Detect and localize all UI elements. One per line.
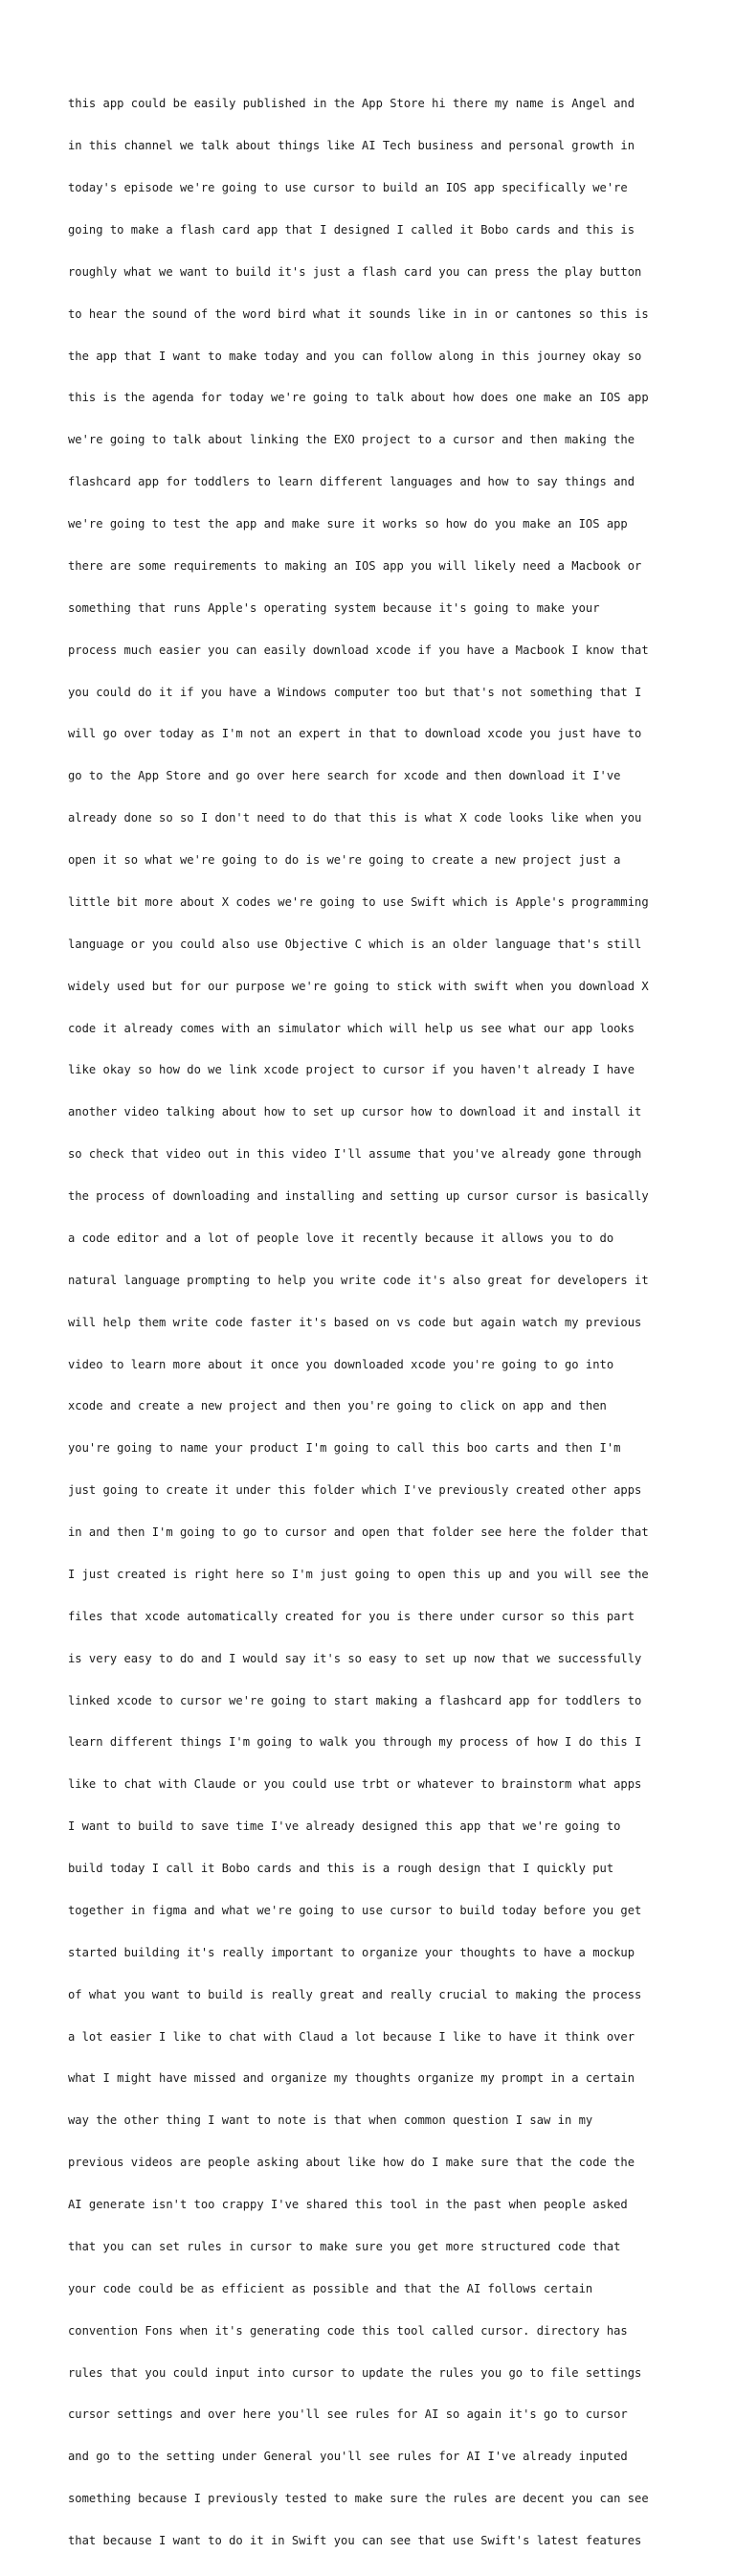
transcript-line: your code could be as efficient as possible and that the AI follows certain	[68, 2281, 593, 2295]
transcript-line: I want to build to save time I've already designed this app that we're going to	[68, 1819, 621, 1834]
transcript-line: you're going to name your product I'm going to call this boo carts and then I'm	[68, 1441, 621, 1456]
transcript-line: so check that video out in this video I'll assume that you've already gone through	[68, 1147, 642, 1162]
transcript-line: a code editor and a lot of people love it recently because it allows you to do	[68, 1231, 614, 1245]
transcript-line: widely used but for our purpose we're going to stick with swift when you download X	[68, 979, 649, 993]
transcript-line: AI generate isn't too crappy I've shared this tool in the past when people asked	[68, 2198, 628, 2211]
transcript-line: will help them write code faster it's based on vs code but again watch my previous	[68, 1315, 642, 1329]
transcript-line: to hear the sound of the word bird what it sounds like in in or cantones so this is	[68, 306, 649, 321]
transcript-line: cursor settings and over here you'll see rules for AI so again it's go to cursor	[68, 2407, 628, 2422]
transcript-line: convention Fons when it's generating code this tool called cursor. directory has	[68, 2323, 628, 2338]
transcript-line: little bit more about X codes we're going to use Swift which is Apple's programming	[68, 894, 649, 909]
transcript-line: like to chat with Claude or you could use trbt or whatever to brainstorm what apps	[68, 1777, 642, 1792]
transcript-line: that because I want to do it in Swift you can see that use Swift's latest features	[68, 2534, 642, 2547]
transcript-line: you could do it if you have a Windows computer too but that's not something that I	[68, 685, 642, 699]
transcript-line: something that runs Apple's operating system because it's going to make your	[68, 600, 600, 615]
transcript-line: flashcard app for toddlers to learn different languages and how to say things and	[68, 475, 635, 489]
transcript-line: rules that you could input into cursor to update the rules you go to file settings	[68, 2365, 642, 2380]
transcript-line: natural language prompting to help you write code it's also great for developers it	[68, 1273, 649, 1287]
transcript-line: the app that I want to make today and you can follow along in this journey okay so	[68, 349, 642, 363]
transcript-line: roughly what we want to build it's just a flash card you can press the play button	[68, 264, 642, 279]
transcript-line: we're going to test the app and make sure it works so how do you make an IOS app	[68, 517, 628, 531]
transcript-line: I just created is right here so I'm just going to open this up and you will see the	[68, 1567, 649, 1581]
transcript-line: what I might have missed and organize my thoughts organize my prompt in a certain	[68, 2071, 635, 2086]
transcript-line: this app could be easily published in the App Store hi there my name is Angel and	[68, 97, 635, 111]
transcript-line: together in figma and what we're going to use cursor to build today before you get	[68, 1903, 642, 1917]
transcript-line: process much easier you can easily download xcode if you have a Macbook I know that	[68, 643, 649, 657]
transcript-line: just going to create it under this folder which I've previously created other apps	[68, 1483, 642, 1498]
transcript-line: code it already comes with an simulator which will help us see what our app looks	[68, 1021, 635, 1035]
transcript-line: like okay so how do we link xcode project to cursor if you haven't already I have	[68, 1063, 635, 1077]
transcript-line: open it so what we're going to do is we're going to create a new project just a	[68, 853, 621, 867]
transcript-line: already done so so I don't need to do that this is what X code looks like when you	[68, 811, 642, 825]
transcript-line: going to make a flash card app that I designed I called it Bobo cards and this is	[68, 222, 635, 237]
transcript-line: another video talking about how to set up cursor how to download it and install it	[68, 1105, 642, 1119]
transcript-line: and go to the setting under General you'll see rules for AI I've already inputed	[68, 2450, 628, 2464]
transcript-line: learn different things I'm going to walk you through my process of how I do this I	[68, 1735, 642, 1750]
transcript-line: in and then I'm going to go to cursor and open that folder see here the folder that	[68, 1525, 649, 1539]
transcript-line: is very easy to do and I would say it's so easy to set up now that we successfully	[68, 1651, 642, 1665]
transcript-line: go to the App Store and go over here search for xcode and then download it I've	[68, 769, 621, 783]
transcript-line: video to learn more about it once you downloaded xcode you're going to go into	[68, 1357, 614, 1371]
transcript-line: build today I call it Bobo cards and this is a rough design that I quickly put	[68, 1862, 614, 1875]
transcript-line: something because I previously tested to make sure the rules are decent you can see	[68, 2492, 649, 2506]
transcript-line: way the other thing I want to note is that when common question I saw in my	[68, 2113, 593, 2128]
transcript-line: started building it's really important to organize your thoughts to have a mockup	[68, 1945, 635, 1959]
transcript-line: this is the agenda for today we're going to talk about how does one make an IOS app	[68, 391, 649, 405]
transcript-line: language or you could also use Objective C which is an older language that's still	[68, 937, 642, 951]
transcript-line: xcode and create a new project and then you're going to click on app and then	[68, 1399, 607, 1413]
transcript-line: that you can set rules in cursor to make sure you get more structured code that	[68, 2239, 621, 2253]
transcript-line: there are some requirements to making an IOS app you will likely need a Macbook or	[68, 558, 642, 573]
transcript-line: linked xcode to cursor we're going to start making a flashcard app for toddlers to	[68, 1693, 642, 1707]
transcript-line: in this channel we talk about things like AI Tech business and personal growth in	[68, 139, 635, 153]
transcript-line: the process of downloading and installing and setting up cursor cursor is basically	[68, 1189, 649, 1203]
transcript-line: a lot easier I like to chat with Claud a lot because I like to have it think over	[68, 2029, 635, 2044]
transcript-line: files that xcode automatically created for you is there under cursor so this part	[68, 1609, 635, 1623]
transcript-line: we're going to talk about linking the EXO project to a cursor and then making the	[68, 433, 635, 447]
transcript-line: of what you want to build is really great and really crucial to making the process	[68, 1987, 642, 2001]
transcript-text-block	[68, 69, 680, 2576]
transcript-line: will go over today as I'm not an expert in that to download xcode you just have to	[68, 727, 642, 741]
transcript-line: previous videos are people asking about like how do I make sure that the code the	[68, 2156, 635, 2170]
transcript-line: today's episode we're going to use cursor to build an IOS app specifically we're	[68, 181, 628, 194]
